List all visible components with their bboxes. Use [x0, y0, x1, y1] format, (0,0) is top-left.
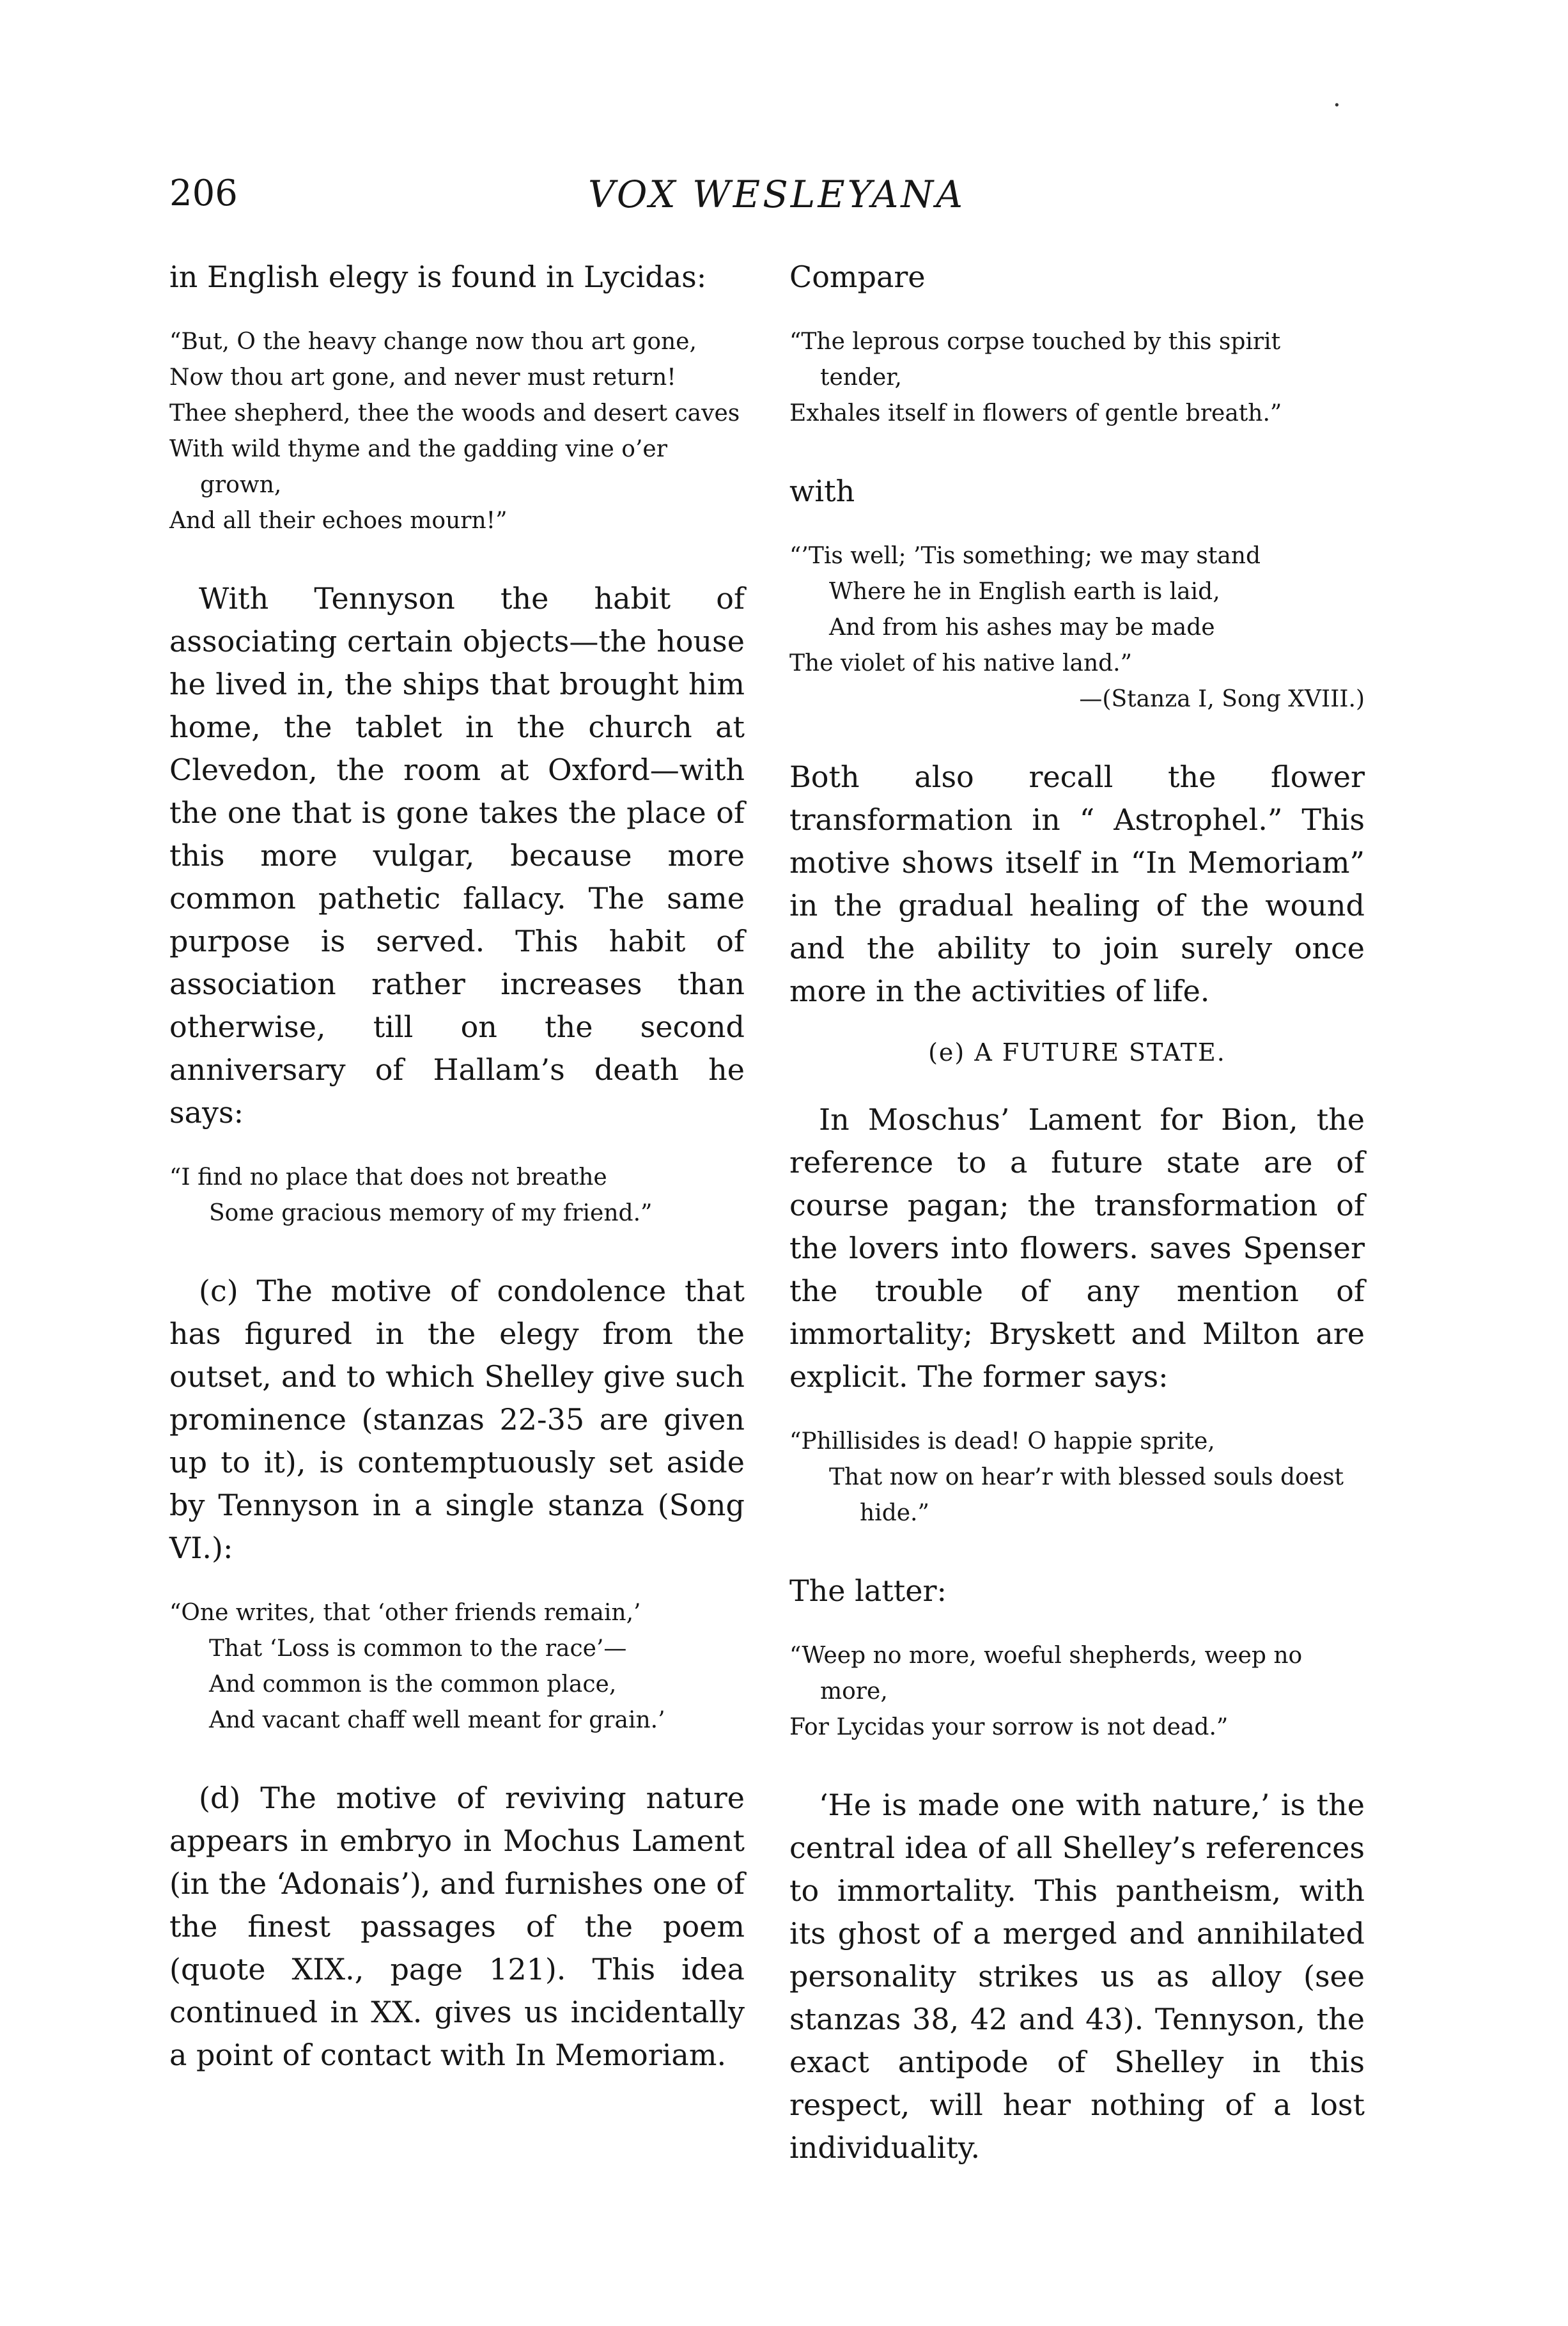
quote-citation: —(Stanza I, Song XVIII.)	[1079, 686, 1365, 712]
quote-line: Now thou art gone, and never must return!	[169, 364, 676, 391]
pantheism-paragraph: ‘He is made one with nature,’ is the central idea of all Shelley’s references to immortality. This pantheism, with its ghost of a merged and annihilated personality strikes us as alloy (see stanzas 38, 42 and 43). Tennyson, the exact antipode of Shelley in this respect, will hear nothing of a lost individuality.	[789, 1788, 1365, 2165]
tennyson-paragraph: With Tennyson the habit of associating certain objects—the house he lived in, the ships that brought him home, the tablet in the church at Clevedon, the room at Oxford—with the one that is gone takes the place of this more vulgar, because more common pathetic fallacy. The same purpose is served. This habit of association rather increases than otherwise, till on the second anniversary of Hallam’s death he says:	[169, 581, 745, 1130]
weep-no-more-quote	[789, 1638, 1365, 1745]
quote-line: That ‘Loss is common to the race’—	[209, 1635, 627, 1662]
quote-line: Exhales itself in flowers of gentle breath.”	[789, 400, 1282, 426]
quote-line: “Phillisides is dead! O happie sprite,	[789, 1428, 1215, 1455]
left-paragraph-1: in English elegy is found in Lycidas:	[169, 260, 707, 294]
running-title: VOX WESLEYANA	[588, 173, 965, 216]
right-paragraph-latter: The latter:	[789, 1573, 947, 1608]
stray-mark: .	[1333, 83, 1341, 113]
quote-line: With wild thyme and the gadding vine o’er grown,	[169, 436, 667, 498]
quote-line: “But, O the heavy change now thou art gone,	[169, 329, 697, 355]
quote-line: “One writes, that ‘other friends remain,’	[169, 1600, 641, 1626]
song-vi-quote	[169, 1595, 745, 1738]
right-column	[789, 256, 1365, 2189]
in-memoriam-quote	[789, 538, 1365, 717]
quote-line: And from his ashes may be made	[829, 614, 1215, 641]
quote-line: That now on hear’r with blessed souls doest hide.”	[829, 1464, 1344, 1526]
section-heading: (e) A FUTURE STATE.	[928, 1038, 1226, 1066]
quote-line: “The leprous corpse touched by this spirit tender,	[789, 329, 1281, 391]
quote-line: Where he in English earth is laid,	[829, 579, 1220, 605]
right-paragraph-with: with	[789, 474, 855, 508]
page-header	[169, 173, 1384, 224]
astrophel-paragraph: Both also recall the flower transformation in “ Astrophel.” This motive shows itself in “In Memoriam” in the gradual healing of the wound and the ability to join surely once more in the activities of life.	[789, 760, 1365, 1008]
future-state-paragraph: In Moschus’ Lament for Bion, the reference to a future state are of course pagan; the transformation of the lovers into flowers. saves Spenser the trouble of any mention of immortality; Bryskett and Milton are explicit. The former says:	[789, 1102, 1365, 1394]
quote-line: “’Tis well; ’Tis something; we may stand	[789, 543, 1261, 569]
memory-quote	[169, 1160, 745, 1231]
quote-line: Some gracious memory of my friend.”	[209, 1200, 653, 1226]
quote-line: And vacant chaff well meant for grain.’	[209, 1707, 665, 1733]
reviving-nature-paragraph: (d) The motive of reviving nature appears in embryo in Mochus Lament (in the ‘Adonais’), and furnishes one of the finest passages of the poem (quote XIX., page 121). This idea continued in XX. gives us incidentally a point of contact with In Memoriam.	[169, 1781, 745, 2072]
left-column	[169, 256, 745, 2096]
lycidas-quote	[169, 324, 745, 539]
adonais-quote	[789, 324, 1365, 432]
quote-line: And all their echoes mourn!”	[169, 508, 508, 534]
right-paragraph-compare: Compare	[789, 260, 926, 294]
phillisides-quote	[789, 1424, 1365, 1531]
quote-line: And common is the common place,	[209, 1671, 617, 1698]
quote-line: For Lycidas your sorrow is not dead.”	[789, 1714, 1229, 1740]
page-number: 206	[169, 173, 238, 214]
condolence-paragraph: (c) The motive of condolence that has figured in the elegy from the outset, and to which Shelley give such prominence (stanzas 22-35 are given up to it), is contemptuously set aside by Tennyson in a single stanza (Song VI.):	[169, 1274, 745, 1565]
quote-line: “I find no place that does not breathe	[169, 1164, 607, 1190]
quote-line: The violet of his native land.”	[789, 650, 1133, 676]
quote-line: Thee shepherd, thee the woods and desert caves	[169, 400, 740, 426]
quote-line: “Weep no more, woeful shepherds, weep no more,	[789, 1643, 1303, 1705]
